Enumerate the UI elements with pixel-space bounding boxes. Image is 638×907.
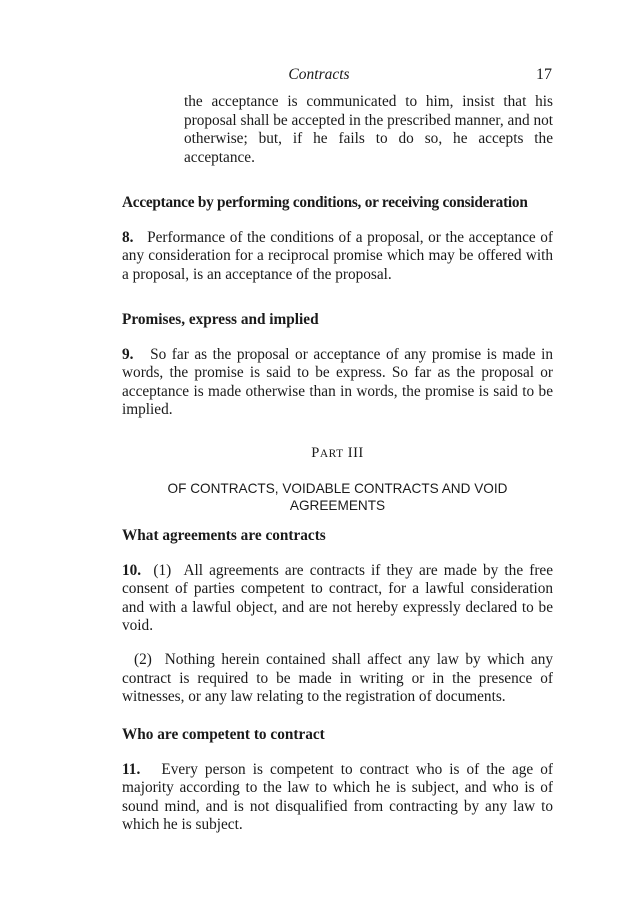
part-title [122, 480, 553, 514]
section-heading: What agreements are contracts [122, 527, 326, 544]
section-9 [122, 311, 553, 420]
running-header [0, 66, 638, 86]
section-11 [122, 726, 553, 835]
section-text: Nothing herein contained shall affect any law by which any contract is required to be made in writing or in the presence of witnesses, or any law relating to the registration of documents. [122, 650, 553, 706]
page-number: 17 [536, 66, 552, 83]
section-heading: Promises, express and implied [122, 311, 319, 328]
section-text: Performance of the conditions of a proposal, or the acceptance of any consideration for a reciprocal promise which may be offered with a proposal, is an acceptance of the proposal. [122, 228, 553, 283]
subsection-paragraph [122, 651, 553, 707]
section-paragraph [122, 761, 553, 835]
section-text: All agreements are contracts if they are made by the free consent of parties competent to contract, for a lawful consideration and with a lawful object, and are not hereby expressly declared to be void. [122, 561, 553, 635]
section-10 [122, 527, 553, 707]
part-label: PART III [311, 445, 364, 461]
continuation-paragraph: the acceptance is communicated to him, insist that his proposal shall be accepted in the prescribed manner, and not otherwise; but, if he fails to do so, he accepts the acceptance. [184, 93, 553, 166]
part-title-line: AGREEMENTS [289, 497, 386, 513]
section-heading: Acceptance by performing conditions, or receiving consideration [122, 194, 528, 211]
section-paragraph [122, 562, 553, 636]
section-number: 9. [122, 345, 134, 363]
section-text: Every person is competent to contract who is of the age of majority according to the law to which he is subject, and who is of sound mind, and is not disqualified from contracting by any law to which he is subject. [122, 760, 553, 834]
section-paragraph [122, 229, 553, 285]
section-heading: Who are competent to contract [122, 726, 325, 743]
subsection-marker: (1) [153, 561, 172, 579]
section-number: 8. [122, 228, 134, 246]
part-title-line: OF CONTRACTS, VOIDABLE CONTRACTS AND VOID [167, 480, 508, 496]
running-title: Contracts [288, 66, 350, 83]
section-number: 11. [122, 760, 141, 778]
subsection-marker: (2) [134, 650, 152, 668]
section-8 [122, 194, 553, 284]
section-paragraph [122, 346, 553, 420]
continuation-block [122, 93, 553, 167]
section-number: 10. [122, 561, 142, 579]
section-text: So far as the proposal or acceptance of any promise is made in words, the promise is said to be express. So far as the proposal or acceptance is made otherwise than in words, the promise is said to be implied. [122, 345, 553, 419]
part-heading [122, 444, 553, 514]
